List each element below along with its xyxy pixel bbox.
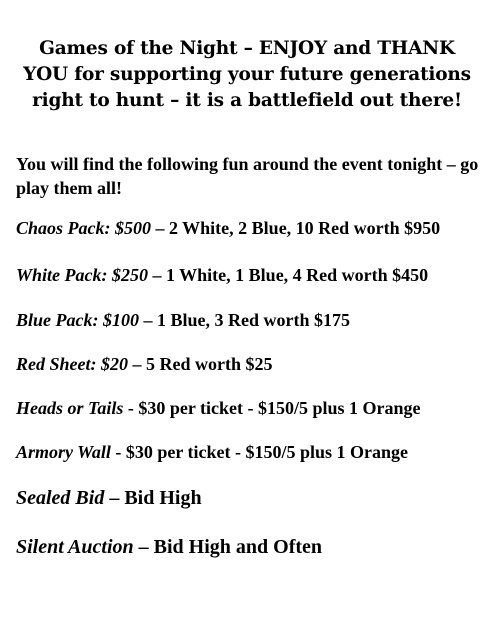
game-item-silent-auction bbox=[16, 536, 322, 558]
game-item-white-pack bbox=[16, 264, 428, 286]
game-name: Chaos Pack: $500 bbox=[16, 218, 151, 238]
game-details: – Bid High and Often bbox=[133, 536, 323, 558]
game-name: Heads or Tails bbox=[16, 398, 124, 418]
intro-text: You will find the following fun around the event tonight – go play them all! bbox=[16, 154, 479, 198]
game-name: Armory Wall bbox=[16, 442, 111, 462]
game-details: - $30 per ticket - $150/5 plus 1 Orange bbox=[110, 442, 409, 462]
game-item-blue-pack bbox=[16, 309, 350, 331]
game-item-armory-wall bbox=[16, 441, 408, 463]
game-item-red-sheet bbox=[16, 353, 273, 375]
game-item-sealed-bid bbox=[16, 487, 202, 509]
game-name: Red Sheet: $20 bbox=[16, 354, 128, 374]
game-details: – Bid High bbox=[104, 487, 202, 509]
game-item-heads-or-tails bbox=[16, 397, 421, 419]
game-name: White Pack: $250 bbox=[16, 265, 148, 285]
page-title: Games of the Night – ENJOY and THANK YOU for supporting your future generations right to hunt – it is a battlefield out there! bbox=[23, 38, 471, 111]
game-details: – 1 Blue, 3 Red worth $175 bbox=[139, 310, 350, 330]
game-details: – 5 Red worth $25 bbox=[128, 354, 273, 374]
game-name: Blue Pack: $100 bbox=[16, 310, 139, 330]
game-details: – 1 White, 1 Blue, 4 Red worth $450 bbox=[148, 265, 429, 285]
game-details: – 2 White, 2 Blue, 10 Red worth $950 bbox=[151, 218, 441, 238]
game-details: - $30 per ticket - $150/5 plus 1 Orange bbox=[123, 398, 421, 418]
game-name: Silent Auction bbox=[16, 536, 134, 558]
game-name: Sealed Bid bbox=[16, 487, 105, 509]
game-item-chaos-pack bbox=[16, 217, 440, 239]
